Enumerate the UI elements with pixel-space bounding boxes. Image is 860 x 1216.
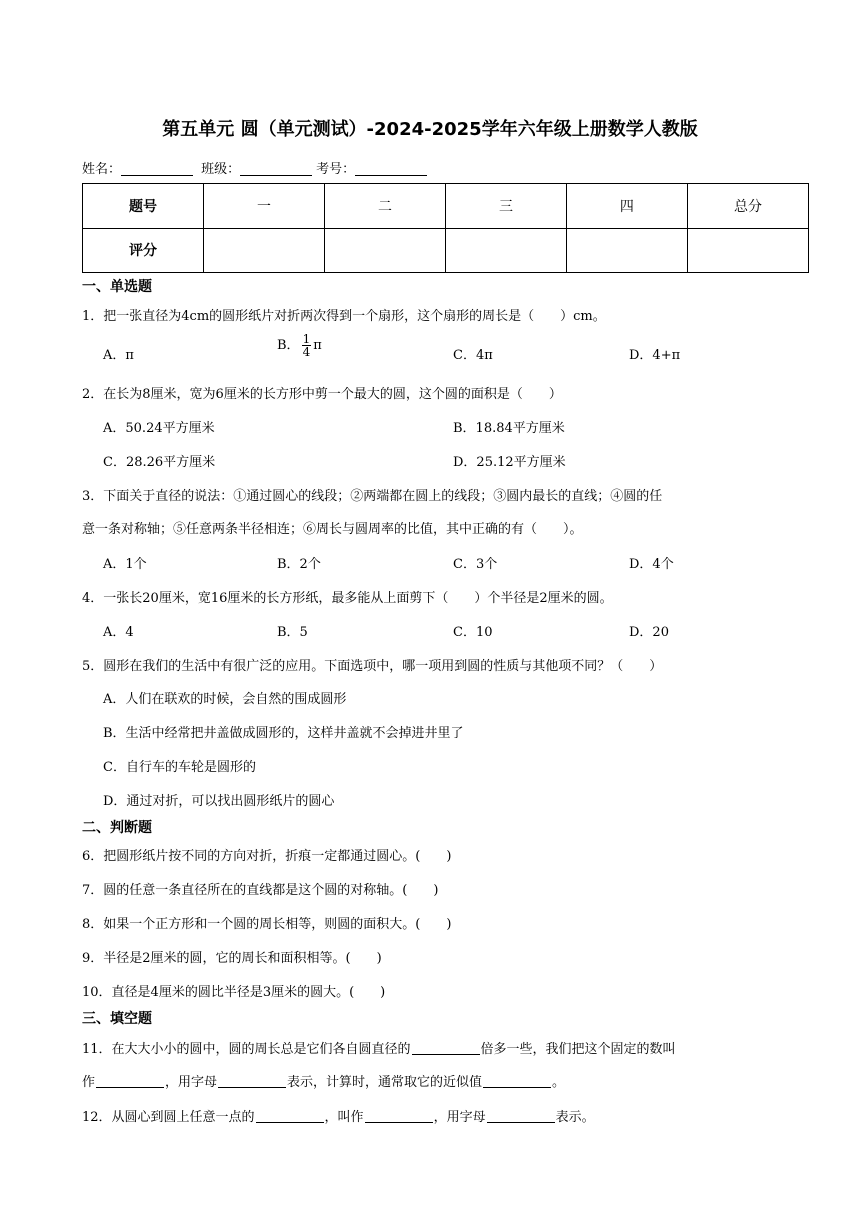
question-3-line-2: 意一条对称轴；⑤任意两条半径相连；⑥周长与圆周率的比值，其中正确的有（ ）。	[82, 522, 583, 537]
q1-option-a[interactable]: A．π	[103, 348, 134, 363]
question-2: 2．在长为8厘米，宽为6厘米的长方形中剪一个最大的圆，这个圆的面积是（ ）	[82, 387, 562, 402]
q11-text-6: 。	[552, 1075, 566, 1090]
score-table	[82, 183, 809, 273]
q1-option-d[interactable]: D．4+π	[629, 348, 681, 363]
name-label: 姓名：	[82, 162, 122, 177]
q5-option-d[interactable]: D．通过对折，可以找出圆形纸片的圆心	[103, 794, 335, 809]
score-cell[interactable]	[445, 228, 566, 273]
q1-option-b[interactable]	[277, 333, 322, 358]
q2-option-d[interactable]: D．25.12平方厘米	[453, 455, 566, 470]
q4-option-d[interactable]: D．20	[629, 625, 669, 640]
q11-blank-1[interactable]	[412, 1041, 480, 1055]
question-11-line-1	[82, 1038, 676, 1057]
q5-option-b[interactable]: B．生活中经常把井盖做成圆形的，这样井盖就不会掉进井里了	[103, 726, 464, 741]
exam-blank[interactable]	[355, 161, 427, 176]
exam-label: 考号：	[316, 162, 356, 177]
question-6: 6．把圆形纸片按不同的方向对折，折痕一定都通过圆心。( )	[82, 849, 452, 864]
score-header-cell: 四	[566, 184, 687, 229]
score-header-cell: 三	[445, 184, 566, 229]
student-info-line	[82, 158, 431, 177]
q2-option-c[interactable]: C．28.26平方厘米	[103, 455, 216, 470]
score-cell[interactable]	[687, 228, 808, 273]
section-heading-true-false: 二、判断题	[82, 820, 152, 836]
fraction-denominator: 4	[302, 345, 311, 359]
q5-option-c[interactable]: C．自行车的车轮是圆形的	[103, 760, 256, 775]
q3-option-b[interactable]: B．2个	[277, 557, 321, 572]
q12-text-2: ，叫作	[324, 1110, 364, 1125]
fraction-numerator: 1	[302, 332, 311, 346]
question-1: 1．把一张直径为4cm的圆形纸片对折两次得到一个扇形，这个扇形的周长是（ ）cm。	[82, 309, 606, 324]
question-5: 5．圆形在我们的生活中有很广泛的应用。下面选项中，哪一项用到圆的性质与其他项不同？（ ）	[82, 659, 663, 674]
q12-blank-1[interactable]	[256, 1109, 324, 1123]
q3-option-d[interactable]: D．4个	[629, 557, 674, 572]
score-header-cell: 二	[324, 184, 445, 229]
score-header-cell: 一	[203, 184, 324, 229]
q11-blank-2[interactable]	[96, 1074, 164, 1088]
q11-text-2: 倍多一些，我们把这个固定的数叫	[480, 1042, 676, 1057]
q12-blank-3[interactable]	[487, 1109, 555, 1123]
score-header-cell: 总分	[687, 184, 808, 229]
q1-option-b-suffix: π	[313, 338, 322, 353]
section-heading-single-choice: 一、单选题	[82, 279, 152, 295]
question-12	[82, 1106, 595, 1125]
q11-text-3: 作	[82, 1075, 96, 1090]
question-10: 10．直径是4厘米的圆比半径是3厘米的圆大。( )	[82, 985, 386, 1000]
question-3-line-1: 3．下面关于直径的说法：①通过圆心的线段；②两端都在圆上的线段；③圆内最长的直线；④圆的任	[82, 489, 663, 504]
score-cell[interactable]	[566, 228, 687, 273]
q12-text-4: 表示。	[555, 1110, 595, 1125]
q4-option-c[interactable]: C．10	[453, 625, 493, 640]
question-4: 4．一张长20厘米，宽16厘米的长方形纸，最多能从上面剪下（ ）个半径是2厘米的圆。	[82, 591, 613, 606]
question-8: 8．如果一个正方形和一个圆的周长相等，则圆的面积大。( )	[82, 917, 452, 932]
q1-option-b-prefix: B．	[277, 338, 300, 353]
score-cell[interactable]	[324, 228, 445, 273]
name-blank[interactable]	[121, 161, 193, 176]
q1-option-b-fraction	[302, 333, 312, 358]
q4-option-a[interactable]: A．4	[103, 625, 134, 640]
score-header-cell: 题号	[83, 184, 204, 229]
q4-option-b[interactable]: B．5	[277, 625, 308, 640]
score-table-header-row	[83, 184, 809, 229]
class-label: 班级：	[201, 162, 241, 177]
q11-text-1: 11．在大大小小的圆中，圆的周长总是它们各自圆直径的	[82, 1042, 411, 1057]
section-heading-fill-in: 三、填空题	[82, 1011, 152, 1027]
question-7: 7．圆的任意一条直径所在的直线都是这个圆的对称轴。( )	[82, 883, 439, 898]
q11-text-5: 表示，计算时，通常取它的近似值	[287, 1075, 483, 1090]
q11-blank-4[interactable]	[483, 1074, 551, 1088]
q3-option-a[interactable]: A．1个	[103, 557, 147, 572]
q12-text-1: 12．从圆心到圆上任意一点的	[82, 1110, 255, 1125]
score-row-label: 评分	[83, 228, 204, 273]
q12-text-3: ，用字母	[433, 1110, 486, 1125]
q3-option-c[interactable]: C．3个	[453, 557, 498, 572]
q11-blank-3[interactable]	[218, 1074, 286, 1088]
q5-option-a[interactable]: A．人们在联欢的时候，会自然的围成圆形	[103, 692, 347, 707]
page-title: 第五单元 圆（单元测试）-2024-2025学年六年级上册数学人教版	[162, 119, 698, 140]
score-cell[interactable]	[203, 228, 324, 273]
q2-option-a[interactable]: A．50.24平方厘米	[103, 421, 215, 436]
question-9: 9．半径是2厘米的圆，它的周长和面积相等。( )	[82, 951, 382, 966]
class-blank[interactable]	[240, 161, 312, 176]
q1-option-c[interactable]: C．4π	[453, 348, 493, 363]
q2-option-b[interactable]: B．18.84平方厘米	[453, 421, 565, 436]
q12-blank-2[interactable]	[365, 1109, 433, 1123]
q11-text-4: ，用字母	[165, 1075, 218, 1090]
score-table-score-row	[83, 228, 809, 273]
question-11-line-2	[82, 1071, 565, 1090]
